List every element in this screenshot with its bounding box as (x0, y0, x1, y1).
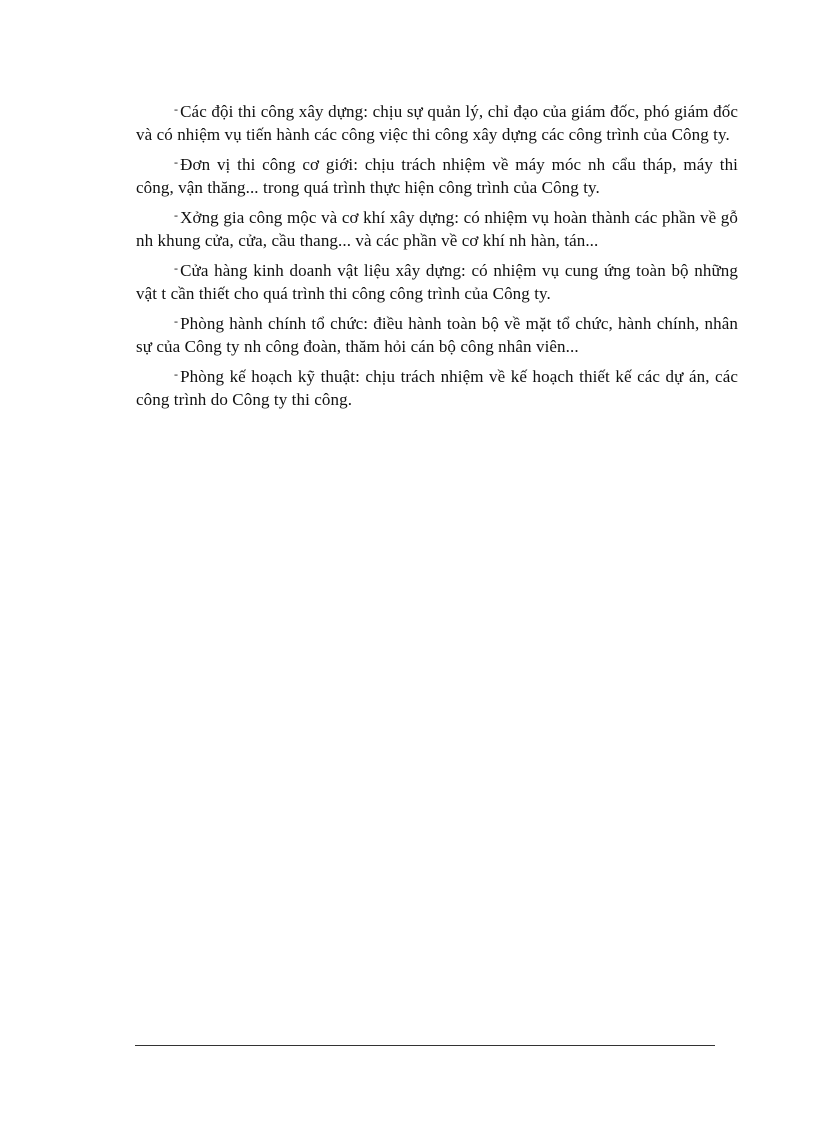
bullet-marker: - (174, 367, 179, 381)
paragraph-mechanical-unit (136, 151, 738, 199)
paragraph-text: Xởng gia công mộc và cơ khí xây dựng: có nhiệm vụ hoàn thành các phần về gỗ nh khung cửa, cửa, cầu thang... và các phần về cơ khí nh hàn, tán... (136, 208, 738, 250)
bullet-marker: - (174, 155, 179, 169)
bullet-marker: - (174, 208, 179, 222)
paragraph-planning-department (136, 363, 738, 411)
paragraph-text: Phòng hành chính tổ chức: điều hành toàn bộ về mặt tổ chức, hành chính, nhân sự của Công ty nh công đoàn, thăm hỏi cán bộ công nhân viên... (136, 314, 738, 356)
paragraph-text: Các đội thi công xây dựng: chịu sự quản lý, chỉ đạo của giám đốc, phó giám đốc và có nhiệm vụ tiến hành các công việc thi công xây dựng các công trình của Công ty. (136, 102, 738, 144)
bullet-marker: - (174, 102, 179, 116)
paragraph-materials-store (136, 257, 738, 305)
paragraph-text: Phòng kế hoạch kỹ thuật: chịu trách nhiệm về kế hoạch thiết kế các dự án, các công trình do Công ty thi công. (136, 367, 738, 409)
paragraph-text: Cửa hàng kinh doanh vật liệu xây dựng: có nhiệm vụ cung ứng toàn bộ những vật t cần thiết cho quá trình thi công công trình của Công ty. (136, 261, 738, 303)
bullet-marker: - (174, 314, 179, 328)
paragraph-construction-teams (136, 98, 738, 146)
bullet-marker: - (174, 261, 179, 275)
footer-divider (135, 1045, 715, 1046)
paragraph-workshop (136, 204, 738, 252)
document-body (136, 98, 738, 416)
paragraph-admin-department (136, 310, 738, 358)
paragraph-text: Đơn vị thi công cơ giới: chịu trách nhiệm về máy móc nh cẩu tháp, máy thi công, vận thăng... trong quá trình thực hiện công trình của Công ty. (136, 155, 738, 197)
